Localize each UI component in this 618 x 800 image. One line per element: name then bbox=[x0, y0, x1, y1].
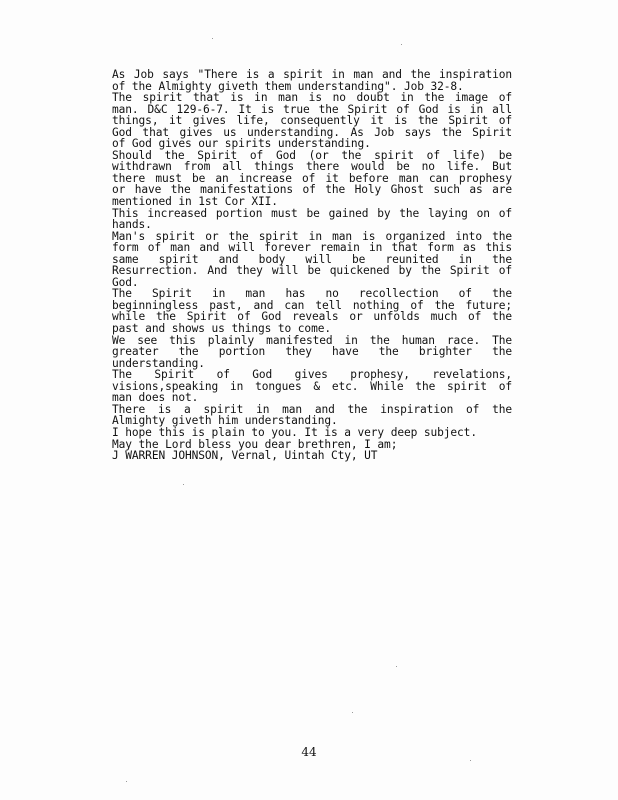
text-line: visions,speaking in tongues & etc. While the spirit of bbox=[112, 379, 512, 393]
text-line: man does not. bbox=[112, 391, 199, 405]
text-line: beginningless past, and can tell nothing of the future; bbox=[112, 298, 512, 312]
text-line: The Spirit of God gives prophesy, revelations, bbox=[112, 368, 512, 382]
scan-speck bbox=[352, 712, 353, 713]
text-line: of the Almighty giveth them understanding". Job 32-8. bbox=[112, 79, 464, 93]
text-line: greater the portion they have the brighter the bbox=[112, 345, 512, 359]
signature-line: J WARREN JOHNSON, Vernal, Uintah Cty, UT bbox=[112, 449, 378, 463]
text-line: As Job says "There is a spirit in man and the inspiration bbox=[112, 68, 512, 81]
letter-body bbox=[112, 69, 512, 462]
text-line: understanding. bbox=[112, 356, 205, 370]
text-line: This increased portion must be gained by the laying on of bbox=[112, 206, 512, 220]
page-number: 44 bbox=[301, 745, 317, 759]
text-line: same spirit and body will be reunited in the bbox=[112, 252, 512, 266]
text-line: hands. bbox=[112, 218, 152, 232]
text-line: things, it gives life, consequently it is the Spirit of bbox=[112, 114, 512, 128]
text-line: Should the Spirit of God (or the spirit of life) be bbox=[112, 148, 512, 162]
scan-speck bbox=[396, 666, 397, 667]
text-line: Man's spirit or the spirit in man is organized into the bbox=[112, 229, 512, 243]
scan-speck bbox=[470, 760, 471, 761]
text-line: The Spirit in man has no recollection of the bbox=[112, 287, 512, 301]
text-line: of God gives our spirits understanding. bbox=[112, 137, 371, 151]
scan-speck bbox=[126, 781, 127, 782]
text-line: past and shows us things to come. bbox=[112, 322, 331, 336]
text-line: there must be an increase of it before man can prophesy bbox=[112, 171, 512, 185]
text-line: Almighty giveth him understanding. bbox=[112, 414, 338, 428]
text-line: The spirit that is in man is no doubt in the image of bbox=[112, 91, 512, 105]
text-line: May the Lord bless you dear brethren, I am; bbox=[112, 437, 398, 451]
text-line: God that gives us understanding. As Job says the Spirit bbox=[112, 125, 512, 139]
text-line: Resurrection. And they will be quickened by the Spirit of bbox=[112, 264, 512, 278]
text-line: There is a spirit in man and the inspiration of the bbox=[112, 402, 512, 416]
text-line: form of man and will forever remain in that form as this bbox=[112, 241, 512, 255]
text-line: God. bbox=[112, 275, 139, 289]
text-line: or have the manifestations of the Holy Ghost such as are bbox=[112, 183, 512, 197]
text-line: We see this plainly manifested in the human race. The bbox=[112, 333, 512, 347]
text-line: while the Spirit of God reveals or unfolds much of the bbox=[112, 310, 512, 324]
scan-speck bbox=[183, 484, 184, 485]
text-line: withdrawn from all things there would be no life. But bbox=[112, 160, 512, 174]
scan-speck bbox=[212, 38, 213, 39]
text-line: I hope this is plain to you. It is a very deep subject. bbox=[112, 425, 477, 439]
scan-speck bbox=[401, 44, 402, 45]
text-line: mentioned in 1st Cor XII. bbox=[112, 195, 278, 209]
text-line: man. D&C 129-6-7. It is true the Spirit of God is in all bbox=[112, 102, 512, 116]
